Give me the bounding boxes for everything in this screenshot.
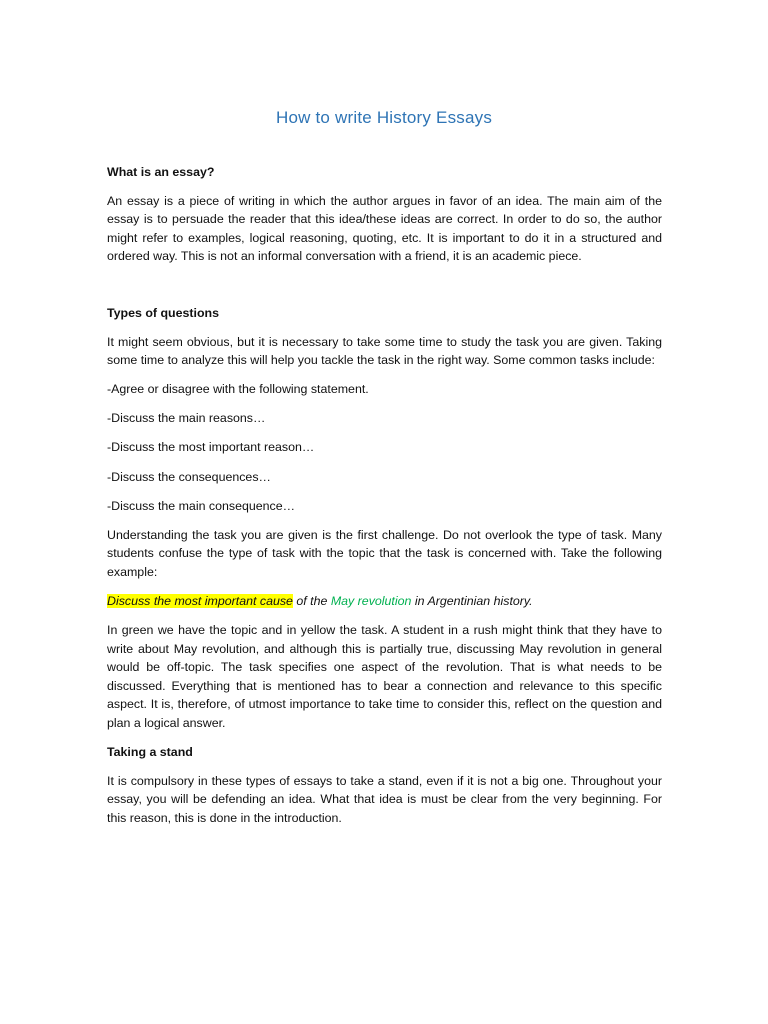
- highlighted-topic-text: May revolution: [330, 594, 412, 608]
- task-list-item: -Discuss the consequences…: [107, 469, 271, 484]
- task-list-item: -Discuss the main consequence…: [107, 498, 296, 513]
- example-sentence: [107, 592, 662, 611]
- paragraph-taking-a-stand: It is compulsory in these types of essays to take a stand, even if it is not a big one. Throughout your essay, you will be defending an idea. What that idea is must be clear from the very beginning. For this reason, this is done in the introduction.: [107, 773, 662, 825]
- paragraph-understanding-task: Understanding the task you are given is the first challenge. Do not overlook the type of task. Many students confuse the type of task with the topic that the task is concerned with. Take the following example:: [107, 527, 662, 579]
- heading-taking-a-stand: Taking a stand: [107, 745, 193, 760]
- heading-types-of-questions: Types of questions: [107, 305, 219, 320]
- example-tail: in Argentinian history.: [411, 594, 533, 608]
- document-body: [107, 163, 662, 828]
- heading-what-is-essay: What is an essay?: [107, 165, 215, 179]
- example-connector: of the: [292, 594, 331, 608]
- paragraph-essay-definition: An essay is a piece of writing in which the author argues in favor of an idea. The main aim of the essay is to persuade the reader that this idea/these ideas are correct. In order to do so, the author might refer to examples, logical reasoning, quoting, etc. It is important to do it in a structured and ordered way. This is not an informal conversation with a friend, it is an academic piece.: [107, 193, 662, 264]
- document-title: How to write History Essays: [275, 108, 493, 127]
- task-list-item: -Agree or disagree with the following statement.: [107, 382, 369, 397]
- task-list-item: -Discuss the most important reason…: [107, 440, 315, 455]
- paragraph-types-intro: It might seem obvious, but it is necessary to take some time to study the task you are given. Taking some time to analyze this will help you tackle the task in the right way. Some common tasks include:: [107, 334, 662, 368]
- task-list-item: -Discuss the main reasons…: [107, 411, 266, 426]
- highlighted-task-text: Discuss the most important cause: [107, 594, 293, 608]
- paragraph-explanation: In green we have the topic and in yellow the task. A student in a rush might think that they have to write about May revolution, and although this is partially true, discussing May revolution in general would be off-topic. The task specifies one aspect of the revolution. That is what needs to be discussed. Everything that is mentioned has to bear a connection and relevance to this specific aspect. It is, therefore, of utmost importance to take time to consider this, reflect on the question and plan a logical answer.: [107, 623, 662, 731]
